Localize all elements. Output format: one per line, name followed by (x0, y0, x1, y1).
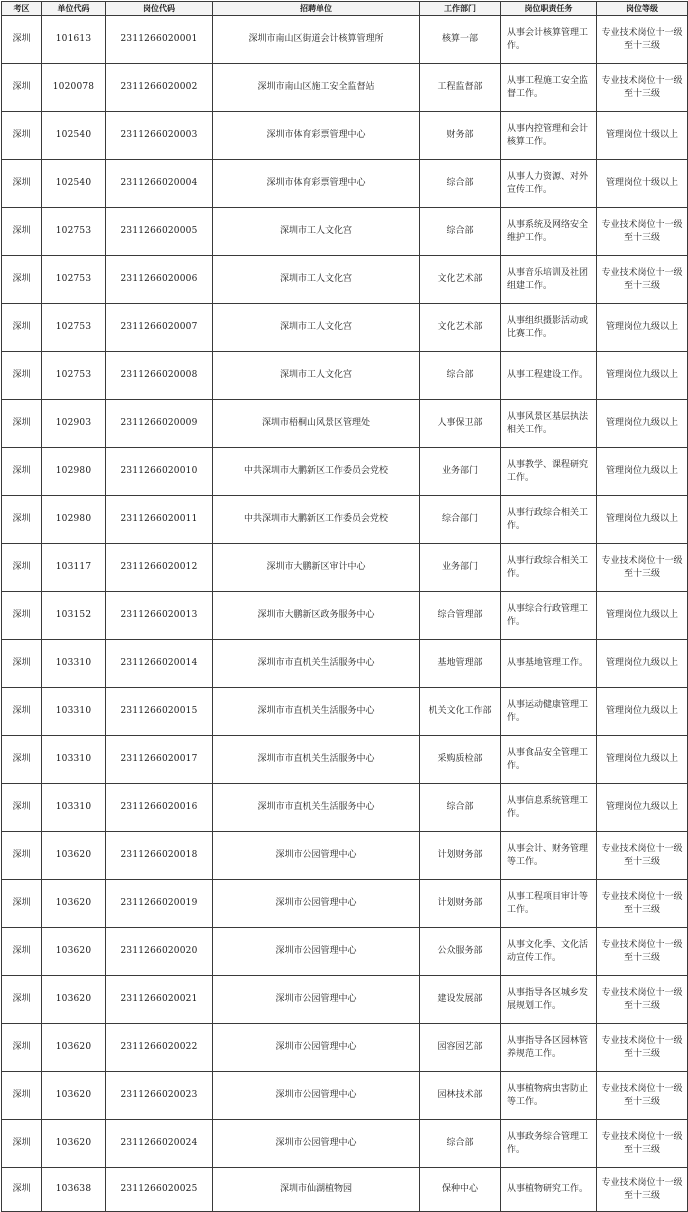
cell-area: 深圳 (2, 736, 42, 784)
cell-area: 深圳 (2, 160, 42, 208)
cell-post-code: 2311266020024 (106, 1120, 213, 1168)
cell-department: 财务部 (420, 112, 501, 160)
cell-duty: 从事食品安全管理工作。 (501, 736, 597, 784)
cell-duty: 从事综合行政管理工作。 (501, 592, 597, 640)
table-row (2, 256, 688, 304)
table-row (2, 1072, 688, 1120)
table-row (2, 16, 688, 64)
table-row (2, 64, 688, 112)
cell-unit-code: 103638 (42, 1168, 106, 1212)
cell-employer: 深圳市市直机关生活服务中心 (213, 784, 420, 832)
cell-department: 工程监督部 (420, 64, 501, 112)
cell-department: 综合部门 (420, 496, 501, 544)
cell-unit-code: 102753 (42, 304, 106, 352)
cell-employer: 深圳市市直机关生活服务中心 (213, 688, 420, 736)
cell-department: 机关文化工作部 (420, 688, 501, 736)
cell-unit-code: 102753 (42, 208, 106, 256)
cell-unit-code: 103620 (42, 1120, 106, 1168)
cell-duty: 从事会计、财务管理等工作。 (501, 832, 597, 880)
cell-area: 深圳 (2, 1168, 42, 1212)
cell-post-code: 2311266020008 (106, 352, 213, 400)
cell-unit-code: 1020078 (42, 64, 106, 112)
table-row (2, 160, 688, 208)
cell-department: 业务部门 (420, 448, 501, 496)
cell-department: 综合部 (420, 1120, 501, 1168)
table-row (2, 592, 688, 640)
table-row (2, 544, 688, 592)
table-row (2, 736, 688, 784)
cell-post-code: 2311266020017 (106, 736, 213, 784)
cell-duty: 从事行政综合相关工作。 (501, 496, 597, 544)
cell-unit-code: 103620 (42, 1072, 106, 1120)
cell-employer: 深圳市公园管理中心 (213, 1120, 420, 1168)
cell-unit-code: 103620 (42, 976, 106, 1024)
cell-level: 专业技术岗位十一级至十三级 (597, 208, 688, 256)
cell-department: 建设发展部 (420, 976, 501, 1024)
cell-post-code: 2311266020023 (106, 1072, 213, 1120)
cell-level: 管理岗位九级以上 (597, 352, 688, 400)
cell-level: 专业技术岗位十一级至十三级 (597, 256, 688, 304)
table-row (2, 208, 688, 256)
cell-post-code: 2311266020013 (106, 592, 213, 640)
col-header-duty: 岗位职责任务 (501, 2, 597, 16)
cell-area: 深圳 (2, 832, 42, 880)
cell-area: 深圳 (2, 304, 42, 352)
cell-department: 综合部 (420, 208, 501, 256)
cell-duty: 从事风景区基层执法相关工作。 (501, 400, 597, 448)
cell-post-code: 2311266020015 (106, 688, 213, 736)
cell-duty: 从事运动健康管理工作。 (501, 688, 597, 736)
table-row (2, 640, 688, 688)
cell-area: 深圳 (2, 496, 42, 544)
cell-post-code: 2311266020025 (106, 1168, 213, 1212)
cell-employer: 深圳市公园管理中心 (213, 880, 420, 928)
table-row (2, 112, 688, 160)
cell-unit-code: 103620 (42, 928, 106, 976)
cell-employer: 深圳市公园管理中心 (213, 832, 420, 880)
cell-level: 专业技术岗位十一级至十三级 (597, 880, 688, 928)
cell-department: 文化艺术部 (420, 256, 501, 304)
cell-unit-code: 103620 (42, 880, 106, 928)
table-row (2, 880, 688, 928)
cell-area: 深圳 (2, 16, 42, 64)
cell-duty: 从事工程施工安全监督工作。 (501, 64, 597, 112)
cell-post-code: 2311266020002 (106, 64, 213, 112)
cell-post-code: 2311266020012 (106, 544, 213, 592)
cell-employer: 深圳市大鹏新区政务服务中心 (213, 592, 420, 640)
cell-employer: 中共深圳市大鹏新区工作委员会党校 (213, 496, 420, 544)
col-header-employer: 招聘单位 (213, 2, 420, 16)
cell-employer: 深圳市工人文化宫 (213, 352, 420, 400)
cell-area: 深圳 (2, 880, 42, 928)
cell-level: 专业技术岗位十一级至十三级 (597, 64, 688, 112)
cell-department: 计划财务部 (420, 880, 501, 928)
cell-duty: 从事基地管理工作。 (501, 640, 597, 688)
table-row (2, 976, 688, 1024)
cell-area: 深圳 (2, 544, 42, 592)
cell-post-code: 2311266020005 (106, 208, 213, 256)
cell-post-code: 2311266020018 (106, 832, 213, 880)
cell-area: 深圳 (2, 112, 42, 160)
cell-employer: 深圳市市直机关生活服务中心 (213, 736, 420, 784)
cell-employer: 深圳市南山区街道会计核算管理所 (213, 16, 420, 64)
cell-employer: 深圳市工人文化宫 (213, 256, 420, 304)
header-row (2, 2, 688, 16)
cell-area: 深圳 (2, 448, 42, 496)
cell-level: 管理岗位九级以上 (597, 784, 688, 832)
cell-level: 管理岗位九级以上 (597, 496, 688, 544)
table-row (2, 688, 688, 736)
cell-duty: 从事会计核算管理工作。 (501, 16, 597, 64)
table-row (2, 400, 688, 448)
cell-duty: 从事系统及网络安全维护工作。 (501, 208, 597, 256)
cell-duty: 从事行政综合相关工作。 (501, 544, 597, 592)
cell-post-code: 2311266020014 (106, 640, 213, 688)
cell-department: 人事保卫部 (420, 400, 501, 448)
cell-area: 深圳 (2, 256, 42, 304)
cell-department: 综合部 (420, 160, 501, 208)
cell-department: 计划财务部 (420, 832, 501, 880)
table-row (2, 304, 688, 352)
col-header-area: 考区 (2, 2, 42, 16)
cell-employer: 深圳市市直机关生活服务中心 (213, 640, 420, 688)
cell-post-code: 2311266020010 (106, 448, 213, 496)
cell-area: 深圳 (2, 976, 42, 1024)
cell-employer: 深圳市公园管理中心 (213, 976, 420, 1024)
cell-unit-code: 102980 (42, 448, 106, 496)
table-row (2, 1024, 688, 1072)
cell-level: 专业技术岗位十一级至十三级 (597, 1024, 688, 1072)
cell-employer: 中共深圳市大鹏新区工作委员会党校 (213, 448, 420, 496)
cell-department: 园林技术部 (420, 1072, 501, 1120)
cell-unit-code: 102980 (42, 496, 106, 544)
cell-level: 管理岗位十级以上 (597, 112, 688, 160)
table-row (2, 496, 688, 544)
col-header-level: 岗位等级 (597, 2, 688, 16)
cell-employer: 深圳市工人文化宫 (213, 208, 420, 256)
cell-unit-code: 103117 (42, 544, 106, 592)
recruitment-table (1, 1, 688, 1212)
cell-department: 综合部 (420, 352, 501, 400)
cell-unit-code: 103310 (42, 736, 106, 784)
cell-level: 管理岗位九级以上 (597, 640, 688, 688)
cell-post-code: 2311266020019 (106, 880, 213, 928)
cell-level: 管理岗位九级以上 (597, 304, 688, 352)
cell-area: 深圳 (2, 592, 42, 640)
cell-level: 管理岗位九级以上 (597, 688, 688, 736)
cell-unit-code: 102540 (42, 112, 106, 160)
cell-unit-code: 102540 (42, 160, 106, 208)
cell-duty: 从事信息系统管理工作。 (501, 784, 597, 832)
cell-department: 业务部门 (420, 544, 501, 592)
cell-unit-code: 103620 (42, 1024, 106, 1072)
col-header-post-code: 岗位代码 (106, 2, 213, 16)
cell-employer: 深圳市公园管理中心 (213, 1024, 420, 1072)
cell-post-code: 2311266020004 (106, 160, 213, 208)
cell-post-code: 2311266020011 (106, 496, 213, 544)
cell-department: 保种中心 (420, 1168, 501, 1212)
cell-level: 专业技术岗位十一级至十三级 (597, 544, 688, 592)
cell-area: 深圳 (2, 1120, 42, 1168)
cell-unit-code: 101613 (42, 16, 106, 64)
cell-unit-code: 103620 (42, 832, 106, 880)
cell-employer: 深圳市公园管理中心 (213, 928, 420, 976)
cell-department: 基地管理部 (420, 640, 501, 688)
cell-department: 综合部 (420, 784, 501, 832)
cell-area: 深圳 (2, 1072, 42, 1120)
cell-unit-code: 103310 (42, 784, 106, 832)
cell-department: 文化艺术部 (420, 304, 501, 352)
cell-duty: 从事内控管理和会计核算工作。 (501, 112, 597, 160)
cell-area: 深圳 (2, 688, 42, 736)
col-header-department: 工作部门 (420, 2, 501, 16)
table-row (2, 832, 688, 880)
cell-level: 专业技术岗位十一级至十三级 (597, 1120, 688, 1168)
cell-unit-code: 102753 (42, 256, 106, 304)
cell-level: 管理岗位十级以上 (597, 160, 688, 208)
cell-level: 管理岗位九级以上 (597, 400, 688, 448)
cell-post-code: 2311266020006 (106, 256, 213, 304)
table-row (2, 1168, 688, 1212)
cell-post-code: 2311266020007 (106, 304, 213, 352)
cell-level: 管理岗位九级以上 (597, 736, 688, 784)
cell-level: 专业技术岗位十一级至十三级 (597, 928, 688, 976)
cell-unit-code: 103152 (42, 592, 106, 640)
table-body (2, 16, 688, 1212)
cell-duty: 从事工程建设工作。 (501, 352, 597, 400)
table-row (2, 448, 688, 496)
cell-employer: 深圳市大鹏新区审计中心 (213, 544, 420, 592)
cell-area: 深圳 (2, 352, 42, 400)
cell-duty: 从事指导各区园林管养规范工作。 (501, 1024, 597, 1072)
cell-post-code: 2311266020016 (106, 784, 213, 832)
cell-duty: 从事工程项目审计等工作。 (501, 880, 597, 928)
cell-employer: 深圳市南山区施工安全监督站 (213, 64, 420, 112)
cell-unit-code: 103310 (42, 640, 106, 688)
cell-level: 专业技术岗位十一级至十三级 (597, 1168, 688, 1212)
cell-employer: 深圳市梧桐山风景区管理处 (213, 400, 420, 448)
cell-duty: 从事植物研究工作。 (501, 1168, 597, 1212)
cell-unit-code: 103310 (42, 688, 106, 736)
cell-department: 综合管理部 (420, 592, 501, 640)
cell-post-code: 2311266020020 (106, 928, 213, 976)
table-row (2, 352, 688, 400)
cell-level: 管理岗位九级以上 (597, 592, 688, 640)
cell-post-code: 2311266020009 (106, 400, 213, 448)
cell-area: 深圳 (2, 208, 42, 256)
cell-level: 管理岗位九级以上 (597, 448, 688, 496)
table-row (2, 928, 688, 976)
cell-area: 深圳 (2, 64, 42, 112)
cell-area: 深圳 (2, 784, 42, 832)
cell-department: 园容园艺部 (420, 1024, 501, 1072)
cell-duty: 从事植物病虫害防止等工作。 (501, 1072, 597, 1120)
cell-unit-code: 102903 (42, 400, 106, 448)
cell-post-code: 2311266020022 (106, 1024, 213, 1072)
cell-employer: 深圳市公园管理中心 (213, 1072, 420, 1120)
cell-duty: 从事指导各区城乡发展规划工作。 (501, 976, 597, 1024)
table-row (2, 784, 688, 832)
cell-duty: 从事教学、课程研究工作。 (501, 448, 597, 496)
cell-duty: 从事组织摄影活动或比赛工作。 (501, 304, 597, 352)
cell-employer: 深圳市体育彩票管理中心 (213, 112, 420, 160)
cell-level: 专业技术岗位十一级至十三级 (597, 976, 688, 1024)
cell-level: 专业技术岗位十一级至十三级 (597, 1072, 688, 1120)
col-header-unit-code: 单位代码 (42, 2, 106, 16)
cell-area: 深圳 (2, 928, 42, 976)
cell-employer: 深圳市仙湖植物园 (213, 1168, 420, 1212)
cell-level: 专业技术岗位十一级至十三级 (597, 832, 688, 880)
cell-area: 深圳 (2, 640, 42, 688)
cell-level: 专业技术岗位十一级至十三级 (597, 16, 688, 64)
cell-post-code: 2311266020003 (106, 112, 213, 160)
cell-department: 核算一部 (420, 16, 501, 64)
cell-employer: 深圳市工人文化宫 (213, 304, 420, 352)
cell-area: 深圳 (2, 400, 42, 448)
cell-post-code: 2311266020001 (106, 16, 213, 64)
cell-duty: 从事人力资源、对外宣传工作。 (501, 160, 597, 208)
table-row (2, 1120, 688, 1168)
cell-post-code: 2311266020021 (106, 976, 213, 1024)
cell-department: 公众服务部 (420, 928, 501, 976)
cell-employer: 深圳市体育彩票管理中心 (213, 160, 420, 208)
cell-duty: 从事音乐培训及社团组建工作。 (501, 256, 597, 304)
cell-area: 深圳 (2, 1024, 42, 1072)
cell-duty: 从事文化季、文化活动宣传工作。 (501, 928, 597, 976)
cell-department: 采购质检部 (420, 736, 501, 784)
cell-duty: 从事政务综合管理工作。 (501, 1120, 597, 1168)
cell-unit-code: 102753 (42, 352, 106, 400)
